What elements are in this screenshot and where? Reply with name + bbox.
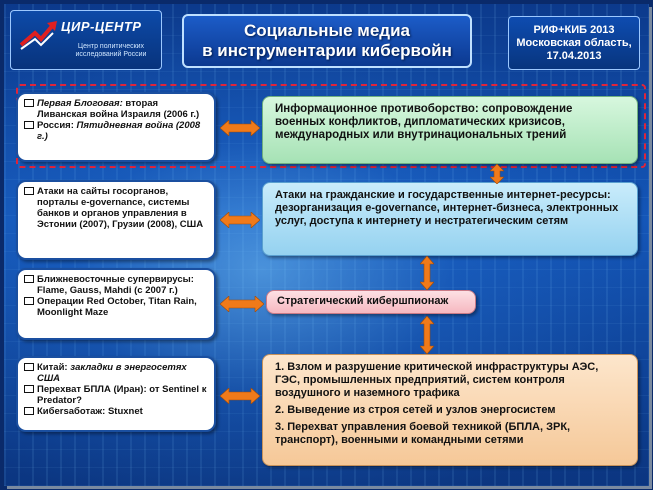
event-name: РИФ+КИБ 2013 — [533, 23, 615, 36]
logo-subtitle: Центр политических исследований России — [75, 43, 147, 58]
logo — [10, 10, 162, 70]
list-item: 1. Взлом и разрушение критической инфраструктуры АЭС, ГЭС, промышленных предприятий, систем контроля воздушного и наземного трафика — [275, 361, 599, 399]
list-item: 2. Выведение из строя сетей и узлов энергосистем — [275, 404, 556, 416]
list-item: Китай: закладки в энергосетях США — [24, 362, 208, 384]
list-item: Кибersaботаж: Stuxnet — [24, 406, 208, 417]
list-item: Ближневосточные супервирусы: Flame, Gauss, Mahdi (с 2007 г.) — [24, 274, 208, 296]
checkbox-bullet-icon — [24, 121, 34, 129]
case-box-blogs — [16, 92, 216, 162]
event-date: 17.04.2013 — [546, 49, 602, 62]
event-info — [508, 16, 640, 70]
list-item: Первая Блоговая: вторая Ливанская война Израиля (2006 г.) — [24, 98, 208, 120]
checkbox-bullet-icon — [24, 407, 34, 415]
event-location: Московская область, — [516, 36, 632, 49]
title-line-1: Социальные медиа — [244, 21, 410, 40]
double-arrow-vertical-icon — [490, 164, 504, 184]
arrow-up-logo-icon — [19, 19, 59, 51]
logo-title: ЦИР-ЦЕНТР — [61, 19, 142, 34]
case-box-supervirus — [16, 268, 216, 340]
checkbox-bullet-icon — [24, 187, 34, 195]
slide — [4, 4, 649, 486]
double-arrow-icon — [220, 296, 264, 312]
list-item: 3. Перехват управления боевой техникой (БПЛА, ЗРК, транспорт), военными и командными сетями — [275, 421, 571, 446]
attacks-box: Атаки на гражданские и государственные интернет-ресурсы: дезорганизация e-governance, интернет-бизнеса, электронных услуг, доступа к интернету и нестратегическим сетям — [262, 182, 638, 256]
checkbox-bullet-icon — [24, 385, 34, 393]
list-item: Перехват БПЛА (Иран): от Sentinel к Predator? — [24, 384, 208, 406]
checkbox-bullet-icon — [24, 363, 34, 371]
page-title — [182, 14, 472, 68]
double-arrow-icon — [220, 388, 260, 404]
checkbox-bullet-icon — [24, 99, 34, 107]
double-arrow-icon — [220, 120, 260, 136]
double-arrow-vertical-icon — [420, 316, 434, 354]
checkbox-bullet-icon — [24, 275, 34, 283]
case-box-site-attacks — [16, 180, 216, 260]
espionage-box: Стратегический кибершпионаж — [266, 290, 476, 314]
list-item: Операции Red October, Titan Rain, Moonlight Maze — [24, 296, 208, 318]
info-war-box: Информационное противоборство: сопровождение военных конфликтов, дипломатических кризисов, международных или внутринациональных трений — [262, 96, 638, 164]
title-line-2: в инструментарии кибервойн — [202, 41, 452, 60]
checkbox-bullet-icon — [24, 297, 34, 305]
double-arrow-icon — [220, 212, 260, 228]
double-arrow-vertical-icon — [420, 256, 434, 290]
critical-infra-box — [262, 354, 638, 466]
list-item: Атаки на сайты госорганов, порталы e-governance, системы банков и органов управления в Эстонии (2007), Грузии (2008), США — [24, 186, 208, 230]
case-box-sabotage — [16, 356, 216, 432]
list-item: Россия: Пятидневная война (2008 г.) — [24, 120, 208, 142]
